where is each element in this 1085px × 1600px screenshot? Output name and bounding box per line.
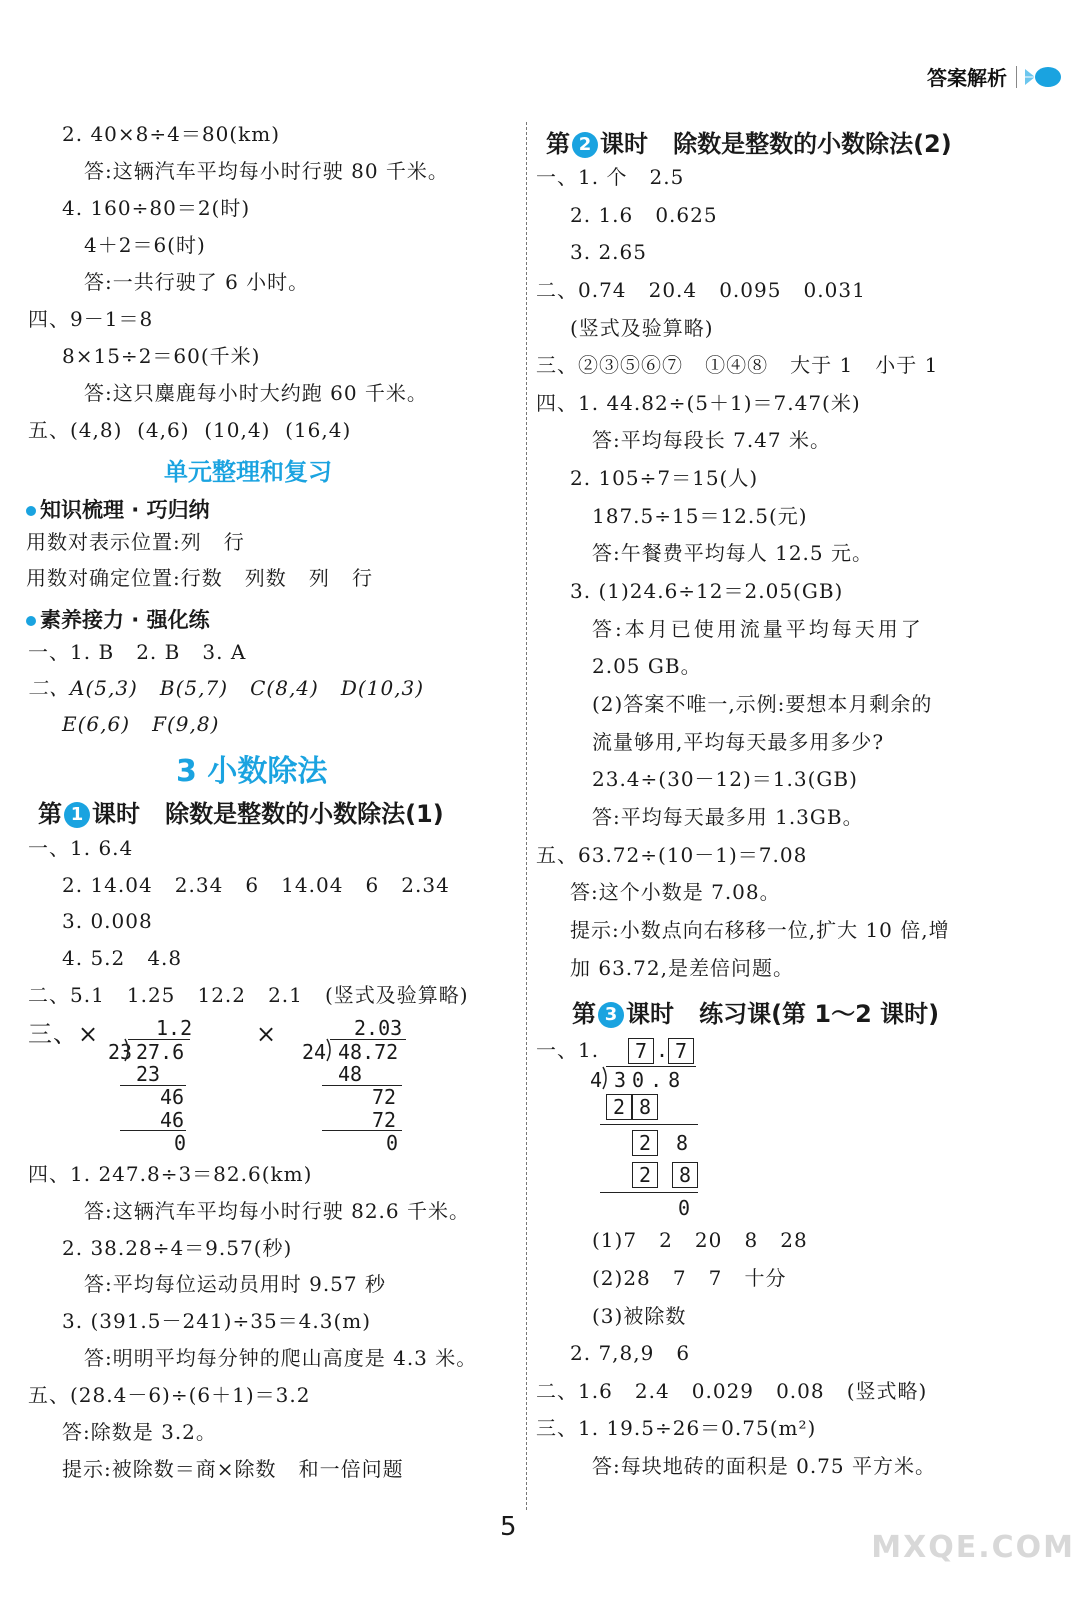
lesson-1-title: 第 1 课时 除数是整数的小数除法(1) <box>38 800 444 828</box>
answer-line: 四、9－1＝8 <box>28 307 154 331</box>
division-step: 46 <box>160 1108 185 1132</box>
division-bracket-icon <box>326 1038 334 1062</box>
division-step: 72 <box>372 1108 397 1132</box>
answer-line: 一、1. 个 2.5 <box>536 165 685 189</box>
answer-line: 一、1. 6.4 <box>28 836 134 860</box>
answer-line: 答:这辆汽车平均每小时行驶 82.6 千米。 <box>84 1199 470 1223</box>
answer-line: (1)7 2 20 8 28 <box>592 1228 808 1252</box>
bullet-dot-icon <box>26 506 36 516</box>
division-dividend: 30.8 <box>614 1068 687 1092</box>
answer-line: 五、63.72÷(10－1)＝7.08 <box>536 843 808 867</box>
division-bar <box>606 1066 696 1067</box>
answer-line: 加 63.72,是差倍问题。 <box>570 956 794 980</box>
answer-line: 答:本月已使用流量平均每天用了 <box>592 617 924 641</box>
answer-line: (3)被除数 <box>592 1304 687 1328</box>
division-step: 0 <box>386 1131 399 1155</box>
answer-line: 2. 7,8,9 6 <box>570 1341 691 1365</box>
answer-line: 3. 0.008 <box>62 909 153 933</box>
answer-line: 答:午餐费平均每人 12.5 元。 <box>592 541 873 565</box>
header-fish-icon <box>1023 64 1063 90</box>
skill-line: 二、A(5,3) B(5,7) C(8,4) D(10,3) <box>28 676 425 700</box>
division-step: 0 <box>174 1131 187 1155</box>
division-step: 8 <box>676 1131 689 1155</box>
answer-line: 187.5÷15＝12.5(元) <box>592 504 808 528</box>
answer-line: 2.05 GB。 <box>592 654 702 678</box>
answer-line: 答:这个小数是 7.08。 <box>570 880 781 904</box>
answer-line: 提示:小数点向右移移一位,扩大 10 倍,增 <box>570 918 950 942</box>
header-title: 答案解析 <box>927 66 1007 90</box>
division-step: 48 <box>338 1062 363 1086</box>
answer-line: 流量够用,平均每天最多用多少? <box>592 730 885 754</box>
answer-line: 答:平均每天最多用 1.3GB。 <box>592 805 864 829</box>
answer-line: 2. 105÷7＝15(人) <box>570 466 759 490</box>
division-bracket-icon <box>602 1066 610 1090</box>
division-step: 46 <box>160 1085 185 1109</box>
answer-line: 2. 40×8÷4＝80(km) <box>62 122 280 146</box>
skill-line: E(6,6) F(9,8) <box>62 712 220 736</box>
answer-box: 7 <box>668 1038 694 1064</box>
answer-line: (竖式及验算略) <box>570 316 714 340</box>
answer-line: 23.4÷(30－12)＝1.3(GB) <box>592 767 858 791</box>
knowledge-line: 用数对确定位置:行数 列数 列 行 <box>26 566 373 590</box>
watermark: MXQE.COM <box>871 1530 1075 1565</box>
review-section-title: 单元整理和复习 <box>164 458 332 486</box>
skill-line: 一、1. B 2. B 3. A <box>28 640 247 664</box>
knowledge-line: 用数对表示位置:列 行 <box>26 530 245 554</box>
answer-line: 3. (1)24.6÷12＝2.05(GB) <box>570 579 844 603</box>
division-step: 72 <box>372 1085 397 1109</box>
answer-line: 二、0.74 20.4 0.095 0.031 <box>536 278 866 302</box>
lesson-number-badge: 3 <box>598 1002 624 1028</box>
answer-line: 答:平均每位运动员用时 9.57 秒 <box>84 1272 386 1296</box>
answer-line: 提示:被除数＝商×除数 和一倍问题 <box>62 1457 404 1481</box>
answer-line: 一、1. <box>536 1038 600 1062</box>
answer-line: 答:平均每段长 7.47 米。 <box>592 428 831 452</box>
answer-line: 四、1. 247.8÷3＝82.6(km) <box>28 1162 313 1186</box>
column-divider <box>526 122 527 1510</box>
answer-box: 8 <box>672 1162 698 1188</box>
answer-line: 4. 5.2 4.8 <box>62 946 183 970</box>
header-separator <box>1016 66 1017 88</box>
answer-line: 五、(4,8) (4,6) (10,4) (16,4) <box>28 418 352 442</box>
division-divisor: 24 <box>302 1040 327 1064</box>
lesson-number-badge: 2 <box>572 132 598 158</box>
answer-line: 二、5.1 1.25 12.2 2.1 (竖式及验算略) <box>28 983 469 1007</box>
answer-line: 3. (391.5－241)÷35＝4.3(m) <box>62 1309 372 1333</box>
answer-box: 2 <box>632 1162 658 1188</box>
answer-line: 三、②③⑤⑥⑦ ①④⑧ 大于 1 小于 1 <box>536 353 939 377</box>
answer-line: 答:明明平均每分钟的爬山高度是 4.3 米。 <box>84 1346 478 1370</box>
answer-line: 三、× <box>28 1020 100 1048</box>
answer-line: 3. 2.65 <box>570 240 647 264</box>
division-divisor: 23 <box>108 1040 133 1064</box>
division-line <box>600 1192 698 1193</box>
division-quotient: 1.2 <box>156 1016 193 1040</box>
answer-line: × <box>256 1020 278 1048</box>
knowledge-subtitle: 知识梳理 · 巧归纳 <box>26 494 210 524</box>
answer-line: 答:这辆汽车平均每小时行驶 80 千米。 <box>84 159 449 183</box>
answer-line: 4＋2＝6(时) <box>84 233 206 257</box>
skill-subtitle: 素养接力 · 强化练 <box>26 604 210 634</box>
division-step: 23 <box>136 1062 161 1086</box>
division-divisor: 4 <box>590 1068 603 1092</box>
lesson-3-title: 第 3 课时 练习课(第 1～2 课时) <box>572 1000 940 1028</box>
division-step: 0 <box>678 1196 691 1220</box>
answer-line: 四、1. 44.82÷(5＋1)＝7.47(米) <box>536 391 861 415</box>
lesson-2-title: 第 2 课时 除数是整数的小数除法(2) <box>546 130 952 158</box>
division-line <box>600 1124 698 1125</box>
unit-title: 3 小数除法 <box>176 754 328 789</box>
answer-box: 8 <box>632 1094 658 1120</box>
answer-line: 二、1.6 2.4 0.029 0.08 (竖式略) <box>536 1379 928 1403</box>
decimal-point: . <box>656 1038 669 1062</box>
answer-line: (2)答案不唯一,示例:要想本月剩余的 <box>592 692 933 716</box>
answer-line: 4. 160÷80＝2(时) <box>62 196 251 220</box>
division-bracket-icon <box>124 1038 132 1062</box>
answer-line: 答:除数是 3.2。 <box>62 1420 217 1444</box>
answer-box: 2 <box>606 1094 632 1120</box>
answer-line: 五、(28.4－6)÷(6＋1)＝3.2 <box>28 1383 311 1407</box>
division-dividend: 27.6 <box>136 1040 185 1064</box>
answer-box: 7 <box>628 1038 654 1064</box>
answer-line: 答:一共行驶了 6 小时。 <box>84 270 310 294</box>
division-dividend: 48.72 <box>338 1040 399 1064</box>
division-quotient: 2.03 <box>354 1016 403 1040</box>
answer-line: (2)28 7 7 十分 <box>592 1266 787 1290</box>
answer-line: 8×15÷2＝60(千米) <box>62 344 261 368</box>
answer-box: 2 <box>632 1130 658 1156</box>
lesson-number-badge: 1 <box>64 802 90 828</box>
answer-line: 三、1. 19.5÷26＝0.75(m²) <box>536 1416 817 1440</box>
answer-line: 答:每块地砖的面积是 0.75 平方米。 <box>592 1454 936 1478</box>
answer-line: 2. 1.6 0.625 <box>570 203 718 227</box>
page-number: 5 <box>500 1512 517 1542</box>
answer-line: 2. 38.28÷4＝9.57(秒) <box>62 1236 293 1260</box>
answer-line: 2. 14.04 2.34 6 14.04 6 2.34 <box>62 873 450 897</box>
answer-line: 答:这只麋鹿每小时大约跑 60 千米。 <box>84 381 428 405</box>
bullet-dot-icon <box>26 616 36 626</box>
